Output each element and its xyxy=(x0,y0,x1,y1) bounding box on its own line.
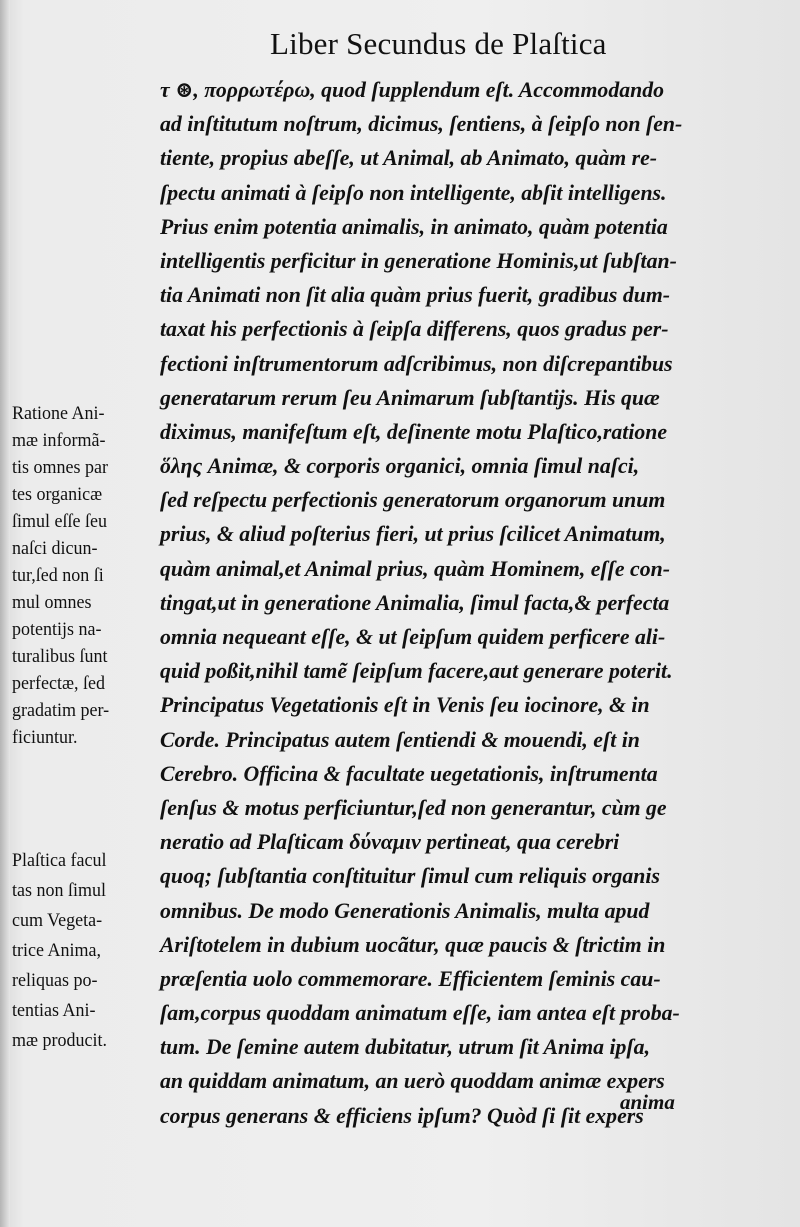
text-line: corpus generans & efficiens ipſum? Quòd ſi ſit expers xyxy=(160,1102,644,1128)
text-line: diximus, manifeſtum eſt, deſinente motu Plaſtico,ratione xyxy=(160,418,668,444)
margin-note-line: tas non ſimul xyxy=(12,881,107,901)
margin-note-line: perfectæ, ſed xyxy=(12,674,105,694)
text-line: ad inſtitutum noſtrum, dicimus, ſentiens, à ſeipſo non ſen- xyxy=(160,111,683,137)
text-line: quid poßit,nihil tamẽ ſeipſum facere,aut generare poterit. xyxy=(160,658,673,684)
text-line: ſam,corpus quoddam animatum eſſe, iam antea eſt proba- xyxy=(160,1000,680,1026)
margin-note-line: ficiuntur. xyxy=(12,728,78,748)
margin-note-line: reliquas po- xyxy=(12,971,98,991)
margin-note-line: tentias Ani- xyxy=(12,1001,96,1021)
running-head: Liber Secundus de Plaſtica xyxy=(270,26,607,61)
text-line: præſentia uolo commemorare. Efficientem ſeminis cau- xyxy=(160,965,661,991)
text-line: quàm animal,et Animal prius, quàm Hominem, eſſe con- xyxy=(160,555,670,581)
text-line: ſed reſpectu perfectionis generatorum organorum unum xyxy=(160,487,666,513)
text-line: fectioni inſtrumentorum adſcribimus, non diſcrepantibus xyxy=(160,350,673,376)
text-line: quoq; ſubſtantia conſtituitur ſimul cum reliquis organis xyxy=(160,863,660,889)
margin-note-line: turalibus ſunt xyxy=(12,647,108,667)
margin-note-line: mæ producit. xyxy=(12,1031,108,1051)
margin-note-line: Plaſtica facul xyxy=(12,851,107,871)
page-gutter-shadow xyxy=(0,0,10,1227)
margin-note-line: trice Anima, xyxy=(12,941,102,961)
margin-note-ratione-animae xyxy=(12,401,162,752)
margin-note-line: mæ informã- xyxy=(12,431,106,451)
text-line: Corde. Principatus autem ſentiendi & mouendi, eſt in xyxy=(160,726,640,752)
margin-note-line: naſci dicun- xyxy=(12,539,98,559)
text-line: generatarum rerum ſeu Animarum ſubſtantijs. His quæ xyxy=(160,384,660,410)
text-line: ὅλης Animæ, & corporis organici, omnia ſimul naſci, xyxy=(160,453,640,479)
text-line: neratio ad Plaſticam δύναμιν pertineat, qua cerebri xyxy=(160,829,620,855)
margin-note-line: mul omnes xyxy=(12,593,92,613)
text-line: τ ⊛, πορρωτέρω, quod ſupplendum eſt. Accommodando xyxy=(160,77,665,102)
text-line: tum. De ſemine autem dubitatur, utrum ſit Anima ipſa, xyxy=(160,1034,651,1060)
text-line: omnibus. De modo Generationis Animalis, multa apud xyxy=(160,897,650,923)
margin-note-line: tes organicæ xyxy=(12,485,103,505)
margin-note-line: potentijs na- xyxy=(12,620,102,640)
margin-note-line: tis omnes par xyxy=(12,458,109,478)
text-line: Ariſtotelem in dubium uocãtur, quæ paucis & ſtrictim in xyxy=(160,931,666,957)
text-line: ſenſus & motus perficiuntur,ſed non generantur, cùm ge xyxy=(160,794,667,820)
margin-note-line: tur,ſed non ſi xyxy=(12,566,104,586)
text-line: ſpectu animati à ſeipſo non intelligente, abſit intelligens. xyxy=(160,179,667,205)
text-line: intelligentis perficitur in generatione Hominis,ut ſubſtan- xyxy=(160,247,677,273)
text-line: taxat his perfectionis à ſeipſa differens, quos gradus per- xyxy=(160,316,669,342)
text-line: tiente, propius abeſſe, ut Animal, ab Animato, quàm re- xyxy=(160,145,658,171)
catchword: anima xyxy=(620,1090,675,1114)
text-line: Prius enim potentia animalis, in animato, quàm potentia xyxy=(160,213,668,239)
text-line: tingat,ut in generatione Animalia, ſimul facta,& perfecta xyxy=(160,589,670,615)
text-line: prius, & aliud poſterius fieri, ut prius ſcilicet Animatum, xyxy=(160,521,666,547)
margin-note-line: Ratione Ani- xyxy=(12,404,105,424)
margin-note-plastica-facultas xyxy=(12,846,162,1056)
margin-note-line: ſimul eſſe ſeu xyxy=(12,512,108,532)
text-line: Cerebro. Officina & facultate uegetationis, inſtrumenta xyxy=(160,760,658,786)
margin-note-line: cum Vegeta- xyxy=(12,911,103,931)
text-line: tia Animati non ſit alia quàm prius fuerit, gradibus dum- xyxy=(160,282,671,308)
main-text-column xyxy=(160,73,772,1133)
margin-note-line: gradatim per- xyxy=(12,701,110,721)
text-line: Principatus Vegetationis eſt in Venis ſeu iocinore, & in xyxy=(160,692,650,718)
text-line: an quiddam animatum, an uerò quoddam animæ expers xyxy=(160,1068,665,1094)
text-line: omnia nequeant eſſe, & ut ſeipſum quidem perficere ali- xyxy=(160,624,666,649)
